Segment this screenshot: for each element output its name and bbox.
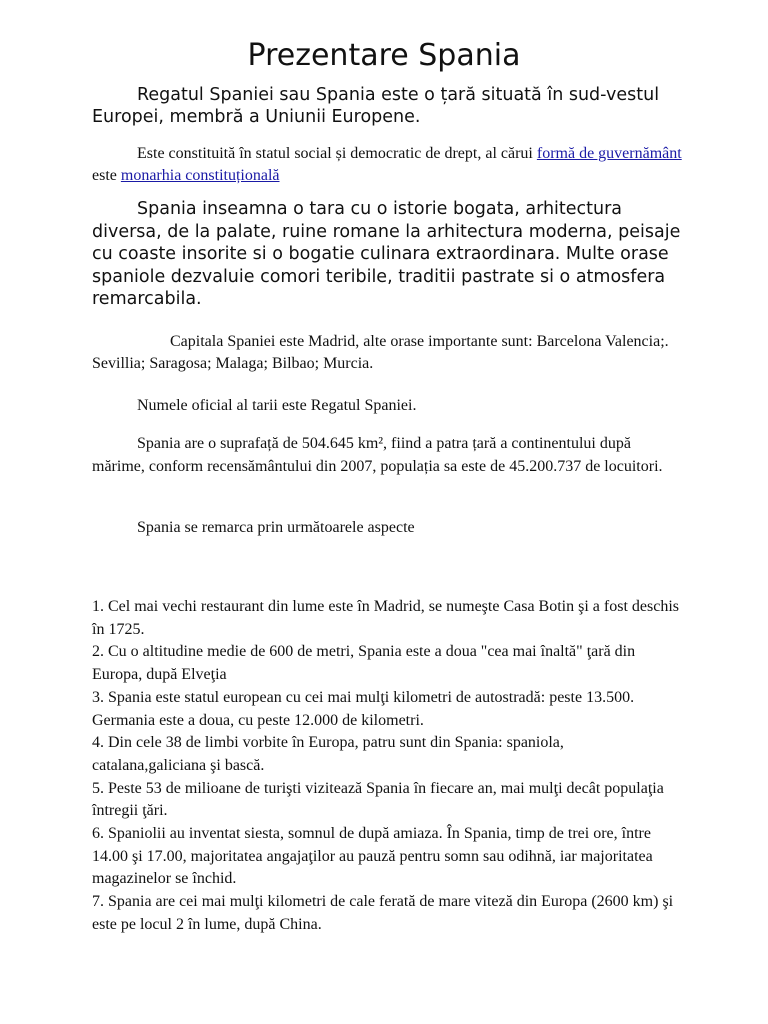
list-item: 6. Spaniolii au inventat siesta, somnul de după amiaza. În Spania, timp de trei ore, între 14.00 şi 17.00, majoritatea angajaţilor au pauză pentru somn sau odihnă, iar majoritatea magazinelor se închid. [92, 825, 653, 888]
facts-list [92, 596, 682, 937]
list-item: 5. Peste 53 de milioane de turişti vizitează Spania în fiecare an, mai mulţi decât populaţia întregii ţări. [92, 779, 664, 820]
page-title: Prezentare Spania [247, 38, 521, 73]
form-of-government-link[interactable]: formă de guvernământ [536, 145, 682, 162]
list-item: 4. Din cele 38 de limbi vorbite în Europa, patru sunt din Spania: spaniola, catalana,galiciana şi bască. [92, 734, 564, 774]
description-paragraph: Spania inseamna o tara cu o istorie bogata, arhitectura diversa, de la palate, ruine romane la arhitectura moderna, peisaje cu coaste insorite si o bogatie culinara extraordinara. Multe orase spaniole dezvaluie comori teribile, traditii pastrate si o atmosfera remarcabila. [92, 199, 681, 309]
capital-paragraph: Capitala Spaniei este Madrid, alte orase importante sunt: Barcelona Valencia;. Sevillia; Saragosa; Malaga; Bilbao; Murcia. [92, 333, 669, 372]
intro-paragraph: Regatul Spaniei sau Spania este o țară situată în sud-vestul Europei, membră a Uniunii Europene. [92, 85, 660, 127]
constitution-text-mid: este [92, 167, 121, 184]
list-item: 3. Spania este statul european cu cei mai mulţi kilometri de autostradă: peste 13.500. Germania este a doua, cu peste 12.000 de kilometri. [92, 688, 635, 729]
list-item: 2. Cu o altitudine medie de 600 de metri, Spania este a doua "cea mai înaltă" ţară din Europa, după Elveţia [92, 643, 636, 684]
constitution-paragraph [92, 143, 682, 187]
list-item: 7. Spania are cei mai mulţi kilometri de cale ferată de mare viteză din Europa (2600 km) şi este pe locul 2 în lume, după China. [92, 893, 674, 933]
official-name-paragraph: Numele oficial al tarii este Regatul Spaniei. [137, 397, 417, 414]
constitution-text-pre: Este constituită în statul social și democratic de drept, al cărui [137, 145, 537, 162]
aspects-intro-paragraph: Spania se remarca prin următoarele aspecte [137, 519, 415, 536]
area-population-paragraph: Spania are o suprafață de 504.645 km², fiind a patra țară a continentului după mărime, conform recensământului din 2007, populația sa este de 45.200.737 de locuitori. [92, 435, 663, 475]
list-item: 1. Cel mai vechi restaurant din lume este în Madrid, se numeşte Casa Botin şi a fost deschis în 1725. [92, 598, 679, 638]
constitutional-monarchy-link[interactable]: monarhia constituțională [120, 167, 280, 184]
